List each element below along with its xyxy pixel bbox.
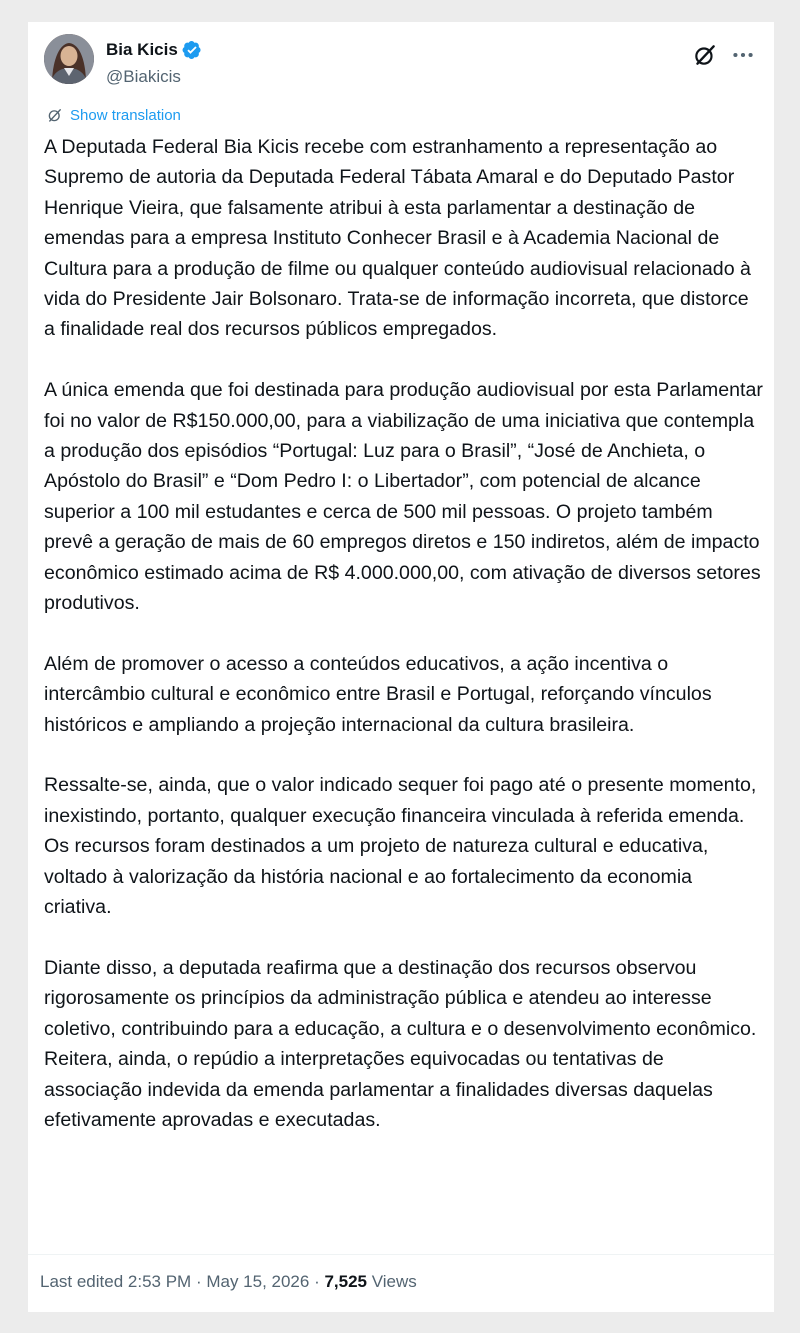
post-paragraph: A Deputada Federal Bia Kicis recebe com estranhamento a representação ao Supremo de autoria da Deputada Federal Tábata Amaral e do Deputado Pastor Henrique Vieira, que falsamente atribui à esta parlamentar a destinação de emendas para a empresa Instituto Conhecer Brasil e à Academia Nacional de Cultura para a produção de filme ou qualquer conteúdo audiovisual relacionado à vida do Presidente Jair Bolsonaro. Trata-se de informação incorreta, que distorce a finalidade real dos recursos públicos empregados. xyxy=(44,136,751,341)
show-translation-link[interactable] xyxy=(46,106,181,124)
meta-separator: · xyxy=(309,1272,325,1291)
avatar-image xyxy=(44,34,94,84)
name-row xyxy=(106,40,202,60)
post-card xyxy=(28,22,774,1312)
more-horizontal-icon[interactable] xyxy=(730,42,756,68)
post-date[interactable]: May 15, 2026 xyxy=(206,1272,310,1291)
handle[interactable]: @Biakicis xyxy=(106,67,181,86)
post-header xyxy=(44,34,758,90)
show-translation-label: Show translation xyxy=(70,106,181,124)
translate-icon xyxy=(46,106,64,124)
divider xyxy=(28,1254,774,1255)
meta-separator: · xyxy=(191,1272,207,1291)
verified-badge-icon xyxy=(182,40,202,60)
grok-slash-circle-icon[interactable] xyxy=(692,42,718,68)
edited-timestamp[interactable]: Last edited 2:53 PM xyxy=(40,1272,192,1291)
post-text xyxy=(44,132,764,1135)
post-paragraph: Diante disso, a deputada reafirma que a destinação dos recursos observou rigorosamente os princípios da administração pública e atendeu ao interesse coletivo, contribuindo para a educação, a cultura e o desenvolvimento econômico. Reitera, ainda, o repúdio a interpretações equivocadas ou tentativas de associação indevida da emenda parlamentar a finalidades diversas daquelas efetivamente aprovadas e executadas. xyxy=(44,956,757,1131)
views-count: 7,525 xyxy=(324,1272,367,1291)
display-name[interactable]: Bia Kicis xyxy=(106,40,178,59)
post-paragraph: A única emenda que foi destinada para produção audiovisual por esta Parlamentar foi no valor de R$150.000,00, para a viabilização de uma iniciativa que contempla a produção dos episódios “Portugal: Luz para o Brasil”, “José de Anchieta, o Apóstolo do Brasil” e “Dom Pedro I: o Libertador”, com potencial de alcance superior a 100 mil estudantes e cerca de 500 mil pessoas. O projeto também prevê a geração de mais de 60 empregos diretos e 150 indiretos, além de impacto econômico estimado acima de R$ 4.000.000,00, com ativação de diversos setores produtivos. xyxy=(44,379,763,615)
views-label: Views xyxy=(371,1272,417,1291)
post-meta xyxy=(40,1272,417,1292)
post-paragraph: Além de promover o acesso a conteúdos educativos, a ação incentiva o intercâmbio cultural e econômico entre Brasil e Portugal, reforçando vínculos históricos e ampliando a projeção internacional da cultura brasileira. xyxy=(44,652,712,736)
post-paragraph: Ressalte-se, ainda, que o valor indicado sequer foi pago até o presente momento, inexistindo, portanto, qualquer execução financeira vinculada à referida emenda. Os recursos foram destinados a um projeto de natureza cultural e educativa, voltado à valorização da história nacional e ao fortalecimento da economia criativa. xyxy=(44,774,757,919)
avatar[interactable] xyxy=(44,34,94,84)
